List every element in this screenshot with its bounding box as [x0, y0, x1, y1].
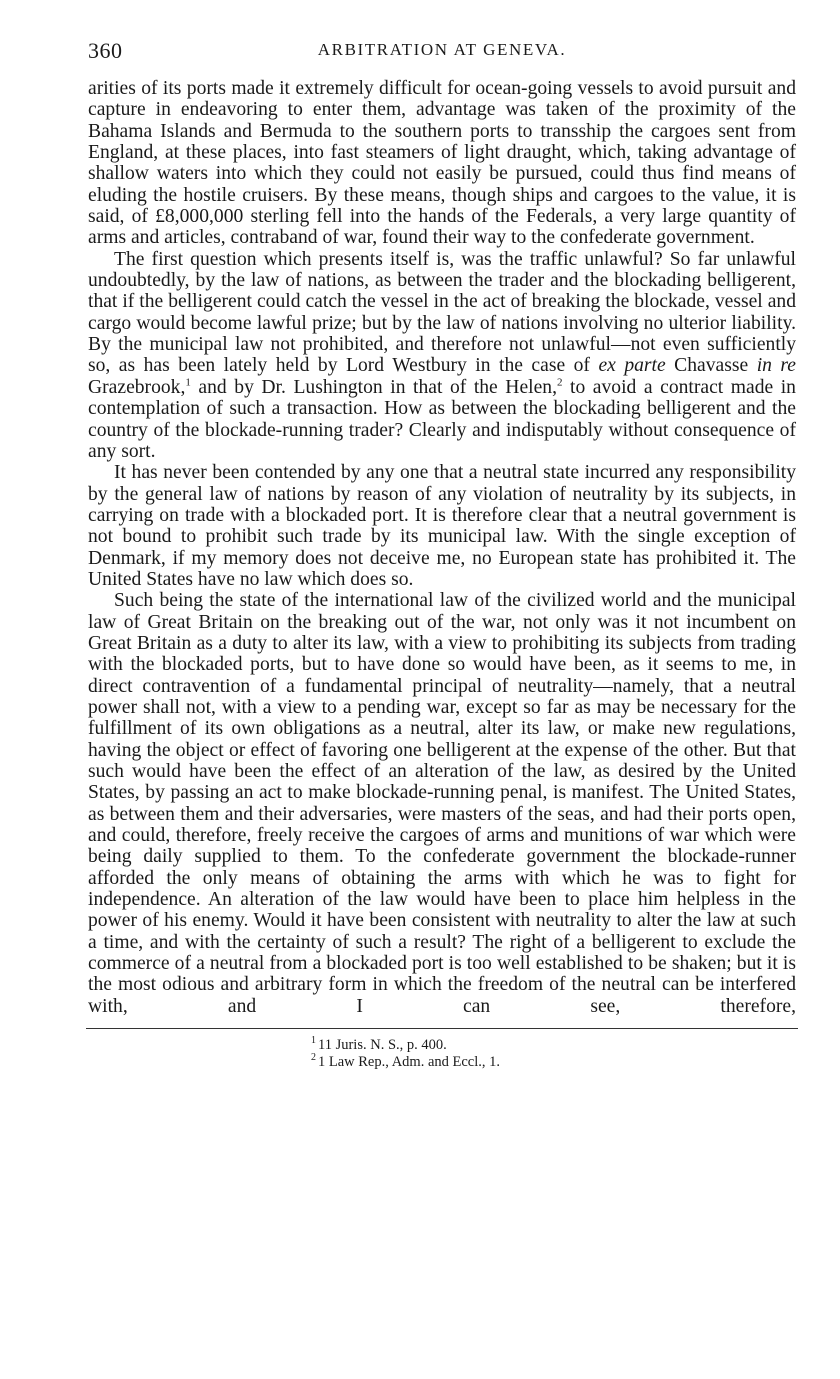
italic-in-re: in re	[756, 355, 797, 377]
page-header	[88, 38, 796, 64]
document-page	[88, 38, 796, 1071]
footnote-text-1: 11 Juris. N. S., p. 400.	[318, 1037, 447, 1054]
footnote-mark-1: 1	[311, 1035, 316, 1047]
running-head: ARBITRATION AT GENEVA.	[317, 40, 567, 59]
italic-ex-parte: ex parte	[598, 355, 666, 377]
footnote-ref-2: 2	[556, 376, 563, 389]
footnote-text-2: 1 Law Rep., Adm. and Eccl., 1.	[318, 1054, 501, 1071]
body-text	[88, 78, 796, 1017]
footnote-mark-2: 2	[311, 1052, 316, 1064]
paragraph-2-text-b: Chavasse	[665, 355, 757, 377]
footnote-ref-1: 1	[185, 376, 191, 389]
footnote-1	[311, 1037, 796, 1054]
paragraph-3: It has never been contended by any one that a neutral state incurred any responsibility by the general law of nations by reason of any violation of neutrality by its subjects, in carrying on trade with a blockaded port. It is therefore clear that a neutral government is not bound to prohibit such trade by its municipal law. With the single exception of Denmark, if my memory does not deceive me, no European state has prohibited it. The United States have no law which does so.	[88, 462, 796, 590]
paragraph-2-text-c: Grazebrook,	[88, 376, 186, 398]
paragraph-2	[88, 249, 796, 462]
footnotes	[311, 1037, 796, 1071]
footnote-2	[311, 1054, 796, 1071]
paragraph-1: arities of its ports made it extremely difficult for ocean-going vessels to avoid pursuit and capture in endeavoring to enter them, advantage was taken of the proximity of the Bahama Islands and Bermuda to the southern ports to transship the cargoes sent from England, at these places, into fast steamers of light draught, which, taking advantage of shallow waters into which they could not easily be pursued, could thus find means of eluding the hostile cruisers. By these means, though ships and cargoes to the value, it is said, of £8,000,000 sterling fell into the hands of the Federals, a very large quantity of arms and articles, contraband of war, found their way to the confederate government.	[88, 78, 796, 249]
paragraph-2-text-e: to avoid a contract made in contemplation of such a transaction. How as between the blockading belligerent and the country of the blockade-running trader? Clearly and indisputably without consequence of any sort.	[88, 376, 796, 462]
page-number: 360	[88, 38, 123, 63]
footnote-divider	[86, 1028, 798, 1029]
paragraph-2-text-a: The first question which presents itself is, was the traffic unlawful? So far unlawful undoubtedly, by the law of nations, as between the trader and the blockading belligerent, that if the belligerent could catch the vessel in the act of breaking the blockade, vessel and cargo would become lawful prize; but by the law of nations involving no ulterior liability. By the municipal law not prohibited, and therefore not unlawful—not even sufficiently so, as has been lately held by Lord Westbury in the case of	[88, 248, 796, 377]
paragraph-2-text-d: and by Dr. Lushington in that of the Helen,	[190, 376, 557, 398]
paragraph-4: Such being the state of the international law of the civilized world and the municipal law of Great Britain on the breaking out of the war, not only was it not incumbent on Great Britain as a duty to alter its law, with a view to prohibiting its subjects from trading with the blockaded ports, but to have done so would have been, as it seems to me, in direct contravention of a fundamental principal of neutrality—namely, that a neutral power shall not, with a view to a pending war, except so far as may be necessary for the fulfillment of its own obligations as a neutral, alter its law, or make new regulations, having the object or effect of favoring one belligerent at the expense of the other. But that such would have been the effect of an alteration of the law, as desired by the United States, by passing an act to make blockade-running penal, is manifest. The United States, as between them and their adversaries, were masters of the seas, and had their ports open, and could, therefore, freely receive the cargoes of arms and munitions of war which were being daily supplied to them. To the confederate government the blockade-runner afforded the only means of obtaining the arms with which he was to fight for independence. An alteration of the law would have been to place him helpless in the power of his enemy. Would it have been consistent with neutrality to alter the law at such a time, and with the certainty of such a result? The right of a belligerent to exclude the commerce of a neutral from a blockaded port is too well established to be shaken; but it is the most odious and arbitrary form in which the freedom of the neutral can be interfered with, and I can see, therefore,	[88, 590, 796, 1017]
